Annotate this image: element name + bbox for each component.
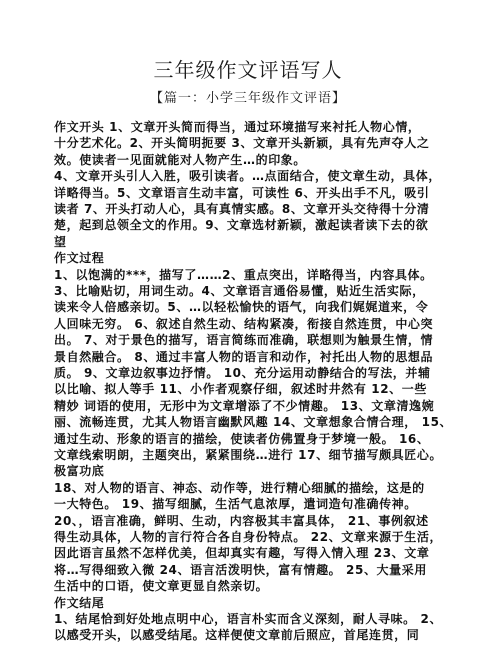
body-line: 18、对人物的语言、神态、动作等，进行精心细腻的描绘，这是的: [54, 480, 425, 495]
body-line: 极富功底: [54, 464, 105, 479]
body-line: 出。 7、对于景色的描写，语言简练而准确，联想则为触景生情，情: [54, 333, 434, 348]
body-line: 将…写得细致入微 24、语言活泼明快，富有情趣。 25、大量采用: [54, 562, 427, 577]
body-line: 以比喻、拟人等手 11、小作者观察仔细，叙述时井然有 12、一些: [54, 382, 427, 397]
body-line: 读来令人倍感亲切。5、…以轻松愉快的语气，向我们娓娓道来，令: [54, 300, 429, 315]
body-line: 以感受开头，以感受结尾。这样便使文章前后照应，首尾连贯，同: [54, 628, 420, 643]
body-line: 质。 9、文章边叙事边抒情。 10、充分运用动静结合的写法，并辅: [54, 366, 431, 380]
body-line: 文章线索明朗，主题突出，紧紧围绕…进行 17、细节描写颇具匠心。: [54, 448, 443, 462]
body-line: 3、比喻贴切，用词生动。4、文章语言通俗易懂，贴近生活实际，: [54, 284, 425, 298]
body-line: 作文过程: [54, 251, 105, 266]
body-line: 精妙 词语的使用，无形中为文章增添了不少情趣。 13、文章清逸婉: [54, 398, 435, 413]
body-line: 望: [54, 234, 67, 249]
document-subtitle: 【篇一：小学三年级作文评语】: [149, 91, 346, 106]
body-line: 丽、流畅连贯，尤其人物语言幽默风趣 14、文章想象合情合理， 15、: [54, 415, 453, 430]
body-line: 人回味无穷。 6、叙述自然生动、结构紧凑，衔接自然连贯，中心突: [54, 316, 434, 331]
body-line: 1、结尾恰到好处地点明中心，语言朴实而含义深刻，耐人寻味。 2、: [54, 612, 443, 626]
body-line: 4、文章开头引人入胜，吸引读者。…点面结合，使文章生动，具体，: [54, 169, 441, 184]
document-title: 三年级作文评语写人: [153, 58, 343, 82]
body-line: 楚，起到总领全文的作用。9、文章选材新颖，激起读者读下去的欲: [54, 218, 429, 233]
body-line: 十分艺术化。2、开头简明扼要 3、文章开头新颖，具有先声夺人之: [54, 136, 430, 151]
body-line: 1、以饱满的***，描写了……2、重点突出，详略得当，内容具体。: [54, 267, 433, 282]
body-line: 读者 7、开头打动人心，具有真情实感。8、文章开头交待得十分清: [54, 202, 430, 216]
body-line: 因此语言虽然不怎样优美，但却真实有趣，写得入情入理 23、文章: [54, 546, 430, 561]
body-line: 效。使读者一见面就能对人物产生…的印象。: [54, 152, 307, 167]
body-line: 20、，语言准确，鲜明、生动，内容极其丰富具体， 21、事例叙述: [54, 513, 429, 528]
body-line: 作文结尾: [54, 595, 105, 610]
body-line: 通过生动、形象的语言的描绘，使读者仿佛置身于梦境一般。 16、: [54, 431, 430, 446]
body-line: 作文开头 1、文章开头简而得当，通过环境描写来衬托人物心情，: [54, 120, 421, 134]
body-line: 生活中的口语，使文章更显自然亲切。: [54, 579, 269, 594]
body-line: 得生动具体，人物的言行符合各自身份特点。 22、文章来源于生活，: [54, 530, 443, 544]
body-line: 景自然融合。 8、通过丰富人物的语言和动作，衬托出人物的思想品: [54, 349, 434, 364]
body-line: 一大特色。 19、描写细腻，生活气息浓厚，遣词造句准确传神。: [54, 497, 417, 512]
body-line: 详略得当。5、文章语言生动丰富，可读性 6、开头出手不凡，吸引: [54, 185, 430, 200]
